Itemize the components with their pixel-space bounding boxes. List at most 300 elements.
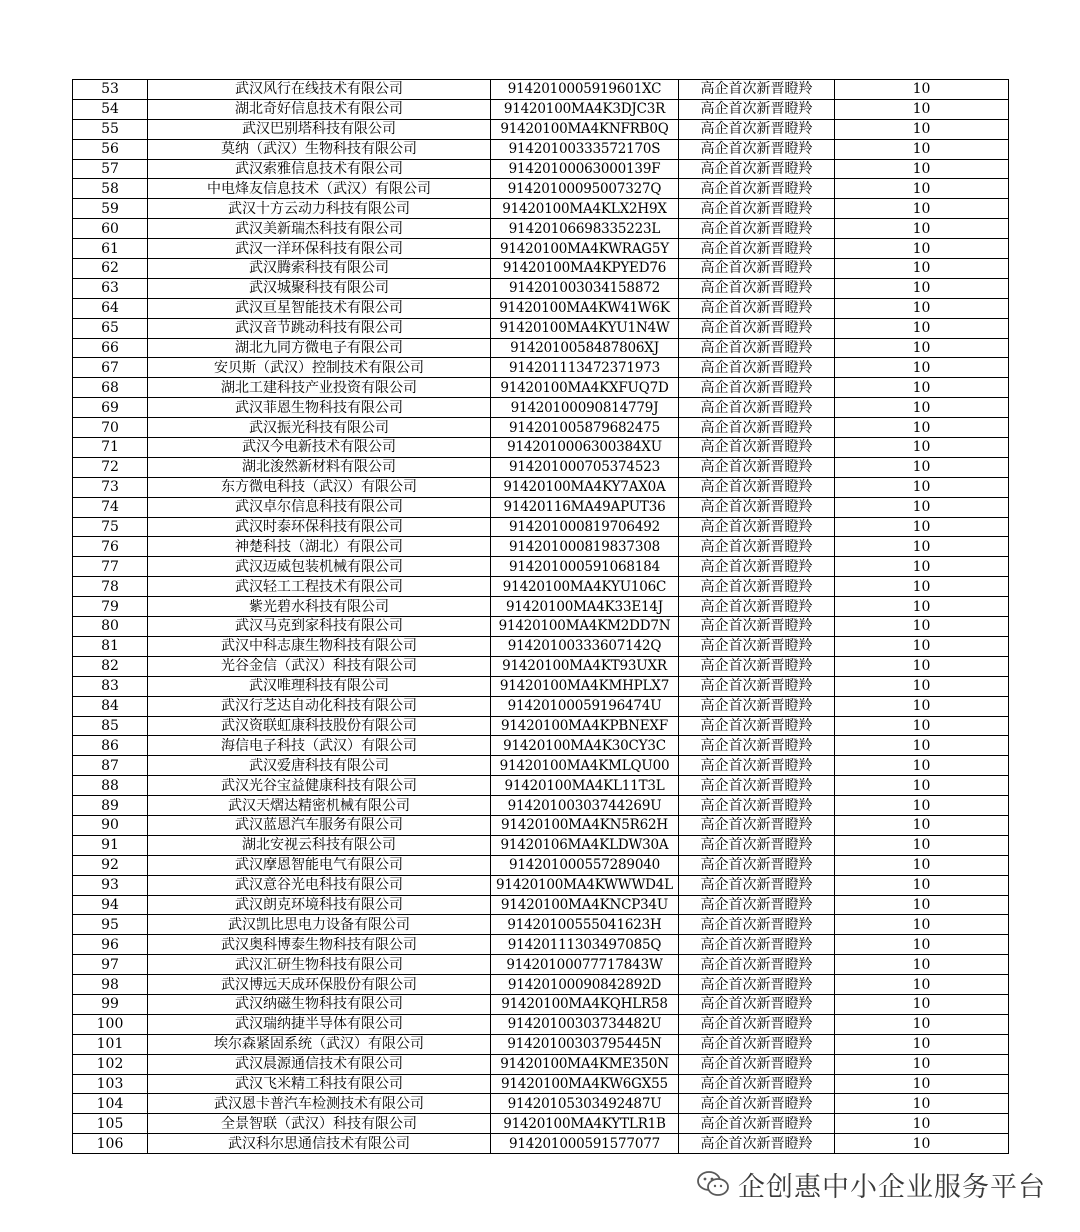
- amount-cell: 10: [835, 776, 1009, 796]
- amount-cell: 10: [835, 278, 1009, 298]
- category-cell: 高企首次新晋瞪羚: [679, 398, 835, 418]
- company-name-cell: 武汉科尔思通信技术有限公司: [148, 1134, 491, 1154]
- row-number-cell: 75: [73, 517, 148, 537]
- category-cell: 高企首次新晋瞪羚: [679, 199, 835, 219]
- amount-cell: 10: [835, 815, 1009, 835]
- company-name-cell: 武汉亘星智能技术有限公司: [148, 298, 491, 318]
- amount-cell: 10: [835, 676, 1009, 696]
- credit-code-cell: 91420100MA4KN5R62H: [491, 815, 679, 835]
- row-number-cell: 78: [73, 577, 148, 597]
- wechat-icon: [696, 1169, 730, 1199]
- category-cell: 高企首次新晋瞪羚: [679, 597, 835, 617]
- company-name-cell: 武汉资联虹康科技股份有限公司: [148, 716, 491, 736]
- amount-cell: 10: [835, 477, 1009, 497]
- category-cell: 高企首次新晋瞪羚: [679, 696, 835, 716]
- row-number-cell: 61: [73, 239, 148, 259]
- category-cell: 高企首次新晋瞪羚: [679, 80, 835, 100]
- credit-code-cell: 91420100MA4KY7AX0A: [491, 477, 679, 497]
- table-row: [73, 298, 1009, 318]
- table-row: [73, 656, 1009, 676]
- row-number-cell: 101: [73, 1034, 148, 1054]
- credit-code-cell: 91420116MA49APUT36: [491, 497, 679, 517]
- credit-code-cell: 9142010006300384XU: [491, 438, 679, 458]
- credit-code-cell: 914201113472371973: [491, 358, 679, 378]
- table-row: [73, 815, 1009, 835]
- company-name-cell: 湖北工建科技产业投资有限公司: [148, 378, 491, 398]
- amount-cell: 10: [835, 597, 1009, 617]
- company-name-cell: 武汉汇研生物科技有限公司: [148, 955, 491, 975]
- category-cell: 高企首次新晋瞪羚: [679, 617, 835, 637]
- credit-code-cell: 91420100MA4KNCP34U: [491, 895, 679, 915]
- category-cell: 高企首次新晋瞪羚: [679, 955, 835, 975]
- category-cell: 高企首次新晋瞪羚: [679, 278, 835, 298]
- company-name-cell: 武汉晨源通信技术有限公司: [148, 1054, 491, 1074]
- table-row: [73, 497, 1009, 517]
- table-row: [73, 975, 1009, 995]
- table-row: [73, 1054, 1009, 1074]
- credit-code-cell: 91420100303734482U: [491, 1014, 679, 1034]
- row-number-cell: 85: [73, 716, 148, 736]
- company-name-cell: 武汉博远天成环保股份有限公司: [148, 975, 491, 995]
- amount-cell: 10: [835, 259, 1009, 279]
- category-cell: 高企首次新晋瞪羚: [679, 99, 835, 119]
- credit-code-cell: 91420100MA4KW6GX55: [491, 1074, 679, 1094]
- credit-code-cell: 91420100MA4KLX2H9X: [491, 199, 679, 219]
- category-cell: 高企首次新晋瞪羚: [679, 239, 835, 259]
- table-row: [73, 418, 1009, 438]
- row-number-cell: 100: [73, 1014, 148, 1034]
- credit-code-cell: 9142010058487806XJ: [491, 338, 679, 358]
- credit-code-cell: 91420100MA4KYTLR1B: [491, 1114, 679, 1134]
- company-name-cell: 武汉一洋环保科技有限公司: [148, 239, 491, 259]
- category-cell: 高企首次新晋瞪羚: [679, 716, 835, 736]
- credit-code-cell: 91420100333607142Q: [491, 636, 679, 656]
- category-cell: 高企首次新晋瞪羚: [679, 636, 835, 656]
- amount-cell: 10: [835, 557, 1009, 577]
- row-number-cell: 73: [73, 477, 148, 497]
- company-name-cell: 武汉马克到家科技有限公司: [148, 617, 491, 637]
- credit-code-cell: 91420100MA4KL11T3L: [491, 776, 679, 796]
- row-number-cell: 94: [73, 895, 148, 915]
- company-name-cell: 神楚科技（湖北）有限公司: [148, 537, 491, 557]
- category-cell: 高企首次新晋瞪羚: [679, 557, 835, 577]
- amount-cell: 10: [835, 378, 1009, 398]
- row-number-cell: 62: [73, 259, 148, 279]
- table-row: [73, 318, 1009, 338]
- category-cell: 高企首次新晋瞪羚: [679, 656, 835, 676]
- table-row: [73, 716, 1009, 736]
- row-number-cell: 71: [73, 438, 148, 458]
- row-number-cell: 88: [73, 776, 148, 796]
- row-number-cell: 90: [73, 815, 148, 835]
- company-name-cell: 武汉音节跳动科技有限公司: [148, 318, 491, 338]
- company-name-cell: 武汉巴别塔科技有限公司: [148, 119, 491, 139]
- credit-code-cell: 91420100059196474U: [491, 696, 679, 716]
- category-cell: 高企首次新晋瞪羚: [679, 418, 835, 438]
- amount-cell: 10: [835, 418, 1009, 438]
- amount-cell: 10: [835, 80, 1009, 100]
- amount-cell: 10: [835, 318, 1009, 338]
- company-name-cell: 中电烽友信息技术（武汉）有限公司: [148, 179, 491, 199]
- company-name-cell: 武汉城聚科技有限公司: [148, 278, 491, 298]
- table-row: [73, 696, 1009, 716]
- amount-cell: 10: [835, 119, 1009, 139]
- company-name-cell: 武汉天熠达精密机械有限公司: [148, 796, 491, 816]
- credit-code-cell: 91420100333572170S: [491, 139, 679, 159]
- amount-cell: 10: [835, 239, 1009, 259]
- table-row: [73, 239, 1009, 259]
- category-cell: 高企首次新晋瞪羚: [679, 736, 835, 756]
- category-cell: 高企首次新晋瞪羚: [679, 1014, 835, 1034]
- category-cell: 高企首次新晋瞪羚: [679, 1034, 835, 1054]
- table-row: [73, 1094, 1009, 1114]
- category-cell: 高企首次新晋瞪羚: [679, 338, 835, 358]
- row-number-cell: 84: [73, 696, 148, 716]
- credit-code-cell: 91420100090842892D: [491, 975, 679, 995]
- credit-code-cell: 9142010005919601XC: [491, 80, 679, 100]
- credit-code-cell: 91420100303795445N: [491, 1034, 679, 1054]
- row-number-cell: 57: [73, 159, 148, 179]
- company-name-cell: 武汉腾索科技有限公司: [148, 259, 491, 279]
- amount-cell: 10: [835, 895, 1009, 915]
- company-name-cell: 海信电子科技（武汉）有限公司: [148, 736, 491, 756]
- row-number-cell: 63: [73, 278, 148, 298]
- row-number-cell: 80: [73, 617, 148, 637]
- credit-code-cell: 914201000819706492: [491, 517, 679, 537]
- company-name-cell: 武汉摩恩智能电气有限公司: [148, 855, 491, 875]
- row-number-cell: 79: [73, 597, 148, 617]
- credit-code-cell: 91420100090814779J: [491, 398, 679, 418]
- amount-cell: 10: [835, 1074, 1009, 1094]
- table-row: [73, 577, 1009, 597]
- row-number-cell: 106: [73, 1134, 148, 1154]
- credit-code-cell: 91420100MA4K33E14J: [491, 597, 679, 617]
- row-number-cell: 91: [73, 835, 148, 855]
- table-row: [73, 915, 1009, 935]
- row-number-cell: 55: [73, 119, 148, 139]
- company-name-cell: 武汉时泰环保科技有限公司: [148, 517, 491, 537]
- table-row: [73, 119, 1009, 139]
- company-name-cell: 武汉朗克环境科技有限公司: [148, 895, 491, 915]
- row-number-cell: 105: [73, 1114, 148, 1134]
- table-row: [73, 517, 1009, 537]
- credit-code-cell: 91420106698335223L: [491, 219, 679, 239]
- company-table-body: [73, 80, 1009, 1154]
- credit-code-cell: 91420100MA4K3DJC3R: [491, 99, 679, 119]
- company-name-cell: 武汉中科志康生物科技有限公司: [148, 636, 491, 656]
- row-number-cell: 83: [73, 676, 148, 696]
- row-number-cell: 95: [73, 915, 148, 935]
- row-number-cell: 104: [73, 1094, 148, 1114]
- credit-code-cell: 91420100063000139F: [491, 159, 679, 179]
- table-row: [73, 159, 1009, 179]
- row-number-cell: 59: [73, 199, 148, 219]
- category-cell: 高企首次新晋瞪羚: [679, 517, 835, 537]
- table-row: [73, 338, 1009, 358]
- credit-code-cell: 91420100MA4K30CY3C: [491, 736, 679, 756]
- row-number-cell: 98: [73, 975, 148, 995]
- amount-cell: 10: [835, 955, 1009, 975]
- category-cell: 高企首次新晋瞪羚: [679, 298, 835, 318]
- table-row: [73, 1014, 1009, 1034]
- company-name-cell: 武汉菲恩生物科技有限公司: [148, 398, 491, 418]
- company-name-cell: 武汉卓尔信息科技有限公司: [148, 497, 491, 517]
- category-cell: 高企首次新晋瞪羚: [679, 835, 835, 855]
- category-cell: 高企首次新晋瞪羚: [679, 1094, 835, 1114]
- company-name-cell: 武汉蓝恩汽车服务有限公司: [148, 815, 491, 835]
- category-cell: 高企首次新晋瞪羚: [679, 577, 835, 597]
- company-name-cell: 东方微电科技（武汉）有限公司: [148, 477, 491, 497]
- amount-cell: 10: [835, 875, 1009, 895]
- category-cell: 高企首次新晋瞪羚: [679, 756, 835, 776]
- table-row: [73, 676, 1009, 696]
- amount-cell: 10: [835, 497, 1009, 517]
- credit-code-cell: 91420105303492487U: [491, 1094, 679, 1114]
- table-row: [73, 776, 1009, 796]
- company-name-cell: 武汉行芝达自动化科技有限公司: [148, 696, 491, 716]
- table-row: [73, 99, 1009, 119]
- credit-code-cell: 91420100MA4KWWWD4L: [491, 875, 679, 895]
- table-row: [73, 457, 1009, 477]
- category-cell: 高企首次新晋瞪羚: [679, 935, 835, 955]
- credit-code-cell: 914201003034158872: [491, 278, 679, 298]
- row-number-cell: 81: [73, 636, 148, 656]
- company-name-cell: 武汉风行在线技术有限公司: [148, 80, 491, 100]
- company-name-cell: 武汉今电新技术有限公司: [148, 438, 491, 458]
- table-row: [73, 378, 1009, 398]
- row-number-cell: 99: [73, 994, 148, 1014]
- company-name-cell: 武汉唯理科技有限公司: [148, 676, 491, 696]
- credit-code-cell: 91420100MA4KPYED76: [491, 259, 679, 279]
- company-name-cell: 武汉振光科技有限公司: [148, 418, 491, 438]
- row-number-cell: 87: [73, 756, 148, 776]
- row-number-cell: 96: [73, 935, 148, 955]
- credit-code-cell: 91420100MA4KWRAG5Y: [491, 239, 679, 259]
- category-cell: 高企首次新晋瞪羚: [679, 219, 835, 239]
- row-number-cell: 67: [73, 358, 148, 378]
- category-cell: 高企首次新晋瞪羚: [679, 139, 835, 159]
- row-number-cell: 66: [73, 338, 148, 358]
- amount-cell: 10: [835, 736, 1009, 756]
- table-row: [73, 358, 1009, 378]
- company-name-cell: 武汉轻工工程技术有限公司: [148, 577, 491, 597]
- row-number-cell: 69: [73, 398, 148, 418]
- amount-cell: 10: [835, 517, 1009, 537]
- amount-cell: 10: [835, 1014, 1009, 1034]
- table-row: [73, 736, 1009, 756]
- table-row: [73, 617, 1009, 637]
- credit-code-cell: 914201000705374523: [491, 457, 679, 477]
- amount-cell: 10: [835, 1054, 1009, 1074]
- amount-cell: 10: [835, 696, 1009, 716]
- company-name-cell: 武汉纳磁生物科技有限公司: [148, 994, 491, 1014]
- table-row: [73, 557, 1009, 577]
- category-cell: 高企首次新晋瞪羚: [679, 358, 835, 378]
- row-number-cell: 86: [73, 736, 148, 756]
- table-row: [73, 139, 1009, 159]
- amount-cell: 10: [835, 835, 1009, 855]
- credit-code-cell: 914201000819837308: [491, 537, 679, 557]
- row-number-cell: 74: [73, 497, 148, 517]
- amount-cell: 10: [835, 1094, 1009, 1114]
- credit-code-cell: 914201000591577077: [491, 1134, 679, 1154]
- table-row: [73, 855, 1009, 875]
- company-name-cell: 湖北安视云科技有限公司: [148, 835, 491, 855]
- credit-code-cell: 91420100MA4KQHLR58: [491, 994, 679, 1014]
- table-row: [73, 796, 1009, 816]
- table-row: [73, 219, 1009, 239]
- company-name-cell: 武汉奥科博泰生物科技有限公司: [148, 935, 491, 955]
- amount-cell: 10: [835, 577, 1009, 597]
- table-row: [73, 895, 1009, 915]
- credit-code-cell: 91420100MA4KPBNEXF: [491, 716, 679, 736]
- company-name-cell: 武汉瑞纳捷半导体有限公司: [148, 1014, 491, 1034]
- amount-cell: 10: [835, 298, 1009, 318]
- company-name-cell: 全景智联（武汉）科技有限公司: [148, 1114, 491, 1134]
- amount-cell: 10: [835, 159, 1009, 179]
- category-cell: 高企首次新晋瞪羚: [679, 179, 835, 199]
- amount-cell: 10: [835, 438, 1009, 458]
- table-row: [73, 80, 1009, 100]
- credit-code-cell: 91420100MA4KT93UXR: [491, 656, 679, 676]
- credit-code-cell: 914201000591068184: [491, 557, 679, 577]
- table-row: [73, 278, 1009, 298]
- table-row: [73, 398, 1009, 418]
- credit-code-cell: 91420100095007327Q: [491, 179, 679, 199]
- credit-code-cell: 91420100MA4KMHPLX7: [491, 676, 679, 696]
- credit-code-cell: 91420100555041623H: [491, 915, 679, 935]
- amount-cell: 10: [835, 179, 1009, 199]
- amount-cell: 10: [835, 617, 1009, 637]
- credit-code-cell: 91420100303744269U: [491, 796, 679, 816]
- table-row: [73, 1034, 1009, 1054]
- table-row: [73, 935, 1009, 955]
- row-number-cell: 60: [73, 219, 148, 239]
- amount-cell: 10: [835, 358, 1009, 378]
- credit-code-cell: 91420100MA4KME350N: [491, 1054, 679, 1074]
- amount-cell: 10: [835, 756, 1009, 776]
- table-row: [73, 1114, 1009, 1134]
- category-cell: 高企首次新晋瞪羚: [679, 815, 835, 835]
- table-row: [73, 994, 1009, 1014]
- company-name-cell: 武汉迈威包装机械有限公司: [148, 557, 491, 577]
- amount-cell: 10: [835, 636, 1009, 656]
- row-number-cell: 93: [73, 875, 148, 895]
- row-number-cell: 58: [73, 179, 148, 199]
- category-cell: 高企首次新晋瞪羚: [679, 796, 835, 816]
- category-cell: 高企首次新晋瞪羚: [679, 975, 835, 995]
- amount-cell: 10: [835, 1114, 1009, 1134]
- category-cell: 高企首次新晋瞪羚: [679, 875, 835, 895]
- category-cell: 高企首次新晋瞪羚: [679, 915, 835, 935]
- category-cell: 高企首次新晋瞪羚: [679, 1074, 835, 1094]
- amount-cell: 10: [835, 656, 1009, 676]
- category-cell: 高企首次新晋瞪羚: [679, 159, 835, 179]
- category-cell: 高企首次新晋瞪羚: [679, 457, 835, 477]
- table-row: [73, 875, 1009, 895]
- company-name-cell: 武汉凯比思电力设备有限公司: [148, 915, 491, 935]
- company-name-cell: 湖北九同方微电子有限公司: [148, 338, 491, 358]
- category-cell: 高企首次新晋瞪羚: [679, 318, 835, 338]
- row-number-cell: 54: [73, 99, 148, 119]
- credit-code-cell: 91420111303497085Q: [491, 935, 679, 955]
- category-cell: 高企首次新晋瞪羚: [679, 119, 835, 139]
- row-number-cell: 89: [73, 796, 148, 816]
- company-name-cell: 湖北奇好信息技术有限公司: [148, 99, 491, 119]
- company-table: [72, 79, 1009, 1154]
- company-name-cell: 武汉十方云动力科技有限公司: [148, 199, 491, 219]
- credit-code-cell: 91420100MA4KM2DD7N: [491, 617, 679, 637]
- credit-code-cell: 91420100MA4KYU1N4W: [491, 318, 679, 338]
- amount-cell: 10: [835, 398, 1009, 418]
- table-row: [73, 199, 1009, 219]
- row-number-cell: 70: [73, 418, 148, 438]
- company-name-cell: 武汉索雅信息技术有限公司: [148, 159, 491, 179]
- company-name-cell: 莫纳（武汉）生物科技有限公司: [148, 139, 491, 159]
- row-number-cell: 82: [73, 656, 148, 676]
- row-number-cell: 68: [73, 378, 148, 398]
- category-cell: 高企首次新晋瞪羚: [679, 776, 835, 796]
- amount-cell: 10: [835, 199, 1009, 219]
- company-name-cell: 安贝斯（武汉）控制技术有限公司: [148, 358, 491, 378]
- amount-cell: 10: [835, 457, 1009, 477]
- row-number-cell: 64: [73, 298, 148, 318]
- credit-code-cell: 91420100MA4KYU106C: [491, 577, 679, 597]
- amount-cell: 10: [835, 99, 1009, 119]
- row-number-cell: 56: [73, 139, 148, 159]
- credit-code-cell: 91420100MA4KMLQU00: [491, 756, 679, 776]
- row-number-cell: 102: [73, 1054, 148, 1074]
- category-cell: 高企首次新晋瞪羚: [679, 994, 835, 1014]
- category-cell: 高企首次新晋瞪羚: [679, 1114, 835, 1134]
- table-row: [73, 179, 1009, 199]
- row-number-cell: 76: [73, 537, 148, 557]
- credit-code-cell: 91420100MA4KW41W6K: [491, 298, 679, 318]
- category-cell: 高企首次新晋瞪羚: [679, 537, 835, 557]
- company-name-cell: 武汉爱唐科技有限公司: [148, 756, 491, 776]
- company-name-cell: 光谷金信（武汉）科技有限公司: [148, 656, 491, 676]
- row-number-cell: 97: [73, 955, 148, 975]
- amount-cell: 10: [835, 855, 1009, 875]
- amount-cell: 10: [835, 219, 1009, 239]
- category-cell: 高企首次新晋瞪羚: [679, 1054, 835, 1074]
- amount-cell: 10: [835, 796, 1009, 816]
- amount-cell: 10: [835, 994, 1009, 1014]
- category-cell: 高企首次新晋瞪羚: [679, 895, 835, 915]
- table-row: [73, 438, 1009, 458]
- table-row: [73, 955, 1009, 975]
- amount-cell: 10: [835, 537, 1009, 557]
- table-row: [73, 1134, 1009, 1154]
- table-row: [73, 259, 1009, 279]
- credit-code-cell: 91420100MA4KNFRB0Q: [491, 119, 679, 139]
- category-cell: 高企首次新晋瞪羚: [679, 855, 835, 875]
- table-row: [73, 1074, 1009, 1094]
- amount-cell: 10: [835, 1034, 1009, 1054]
- company-name-cell: 武汉恩卡普汽车检测技术有限公司: [148, 1094, 491, 1114]
- category-cell: 高企首次新晋瞪羚: [679, 497, 835, 517]
- company-name-cell: 武汉意谷光电科技有限公司: [148, 875, 491, 895]
- category-cell: 高企首次新晋瞪羚: [679, 1134, 835, 1154]
- row-number-cell: 72: [73, 457, 148, 477]
- credit-code-cell: 914201005879682475: [491, 418, 679, 438]
- amount-cell: 10: [835, 915, 1009, 935]
- row-number-cell: 103: [73, 1074, 148, 1094]
- table-row: [73, 756, 1009, 776]
- table-row: [73, 477, 1009, 497]
- amount-cell: 10: [835, 139, 1009, 159]
- row-number-cell: 92: [73, 855, 148, 875]
